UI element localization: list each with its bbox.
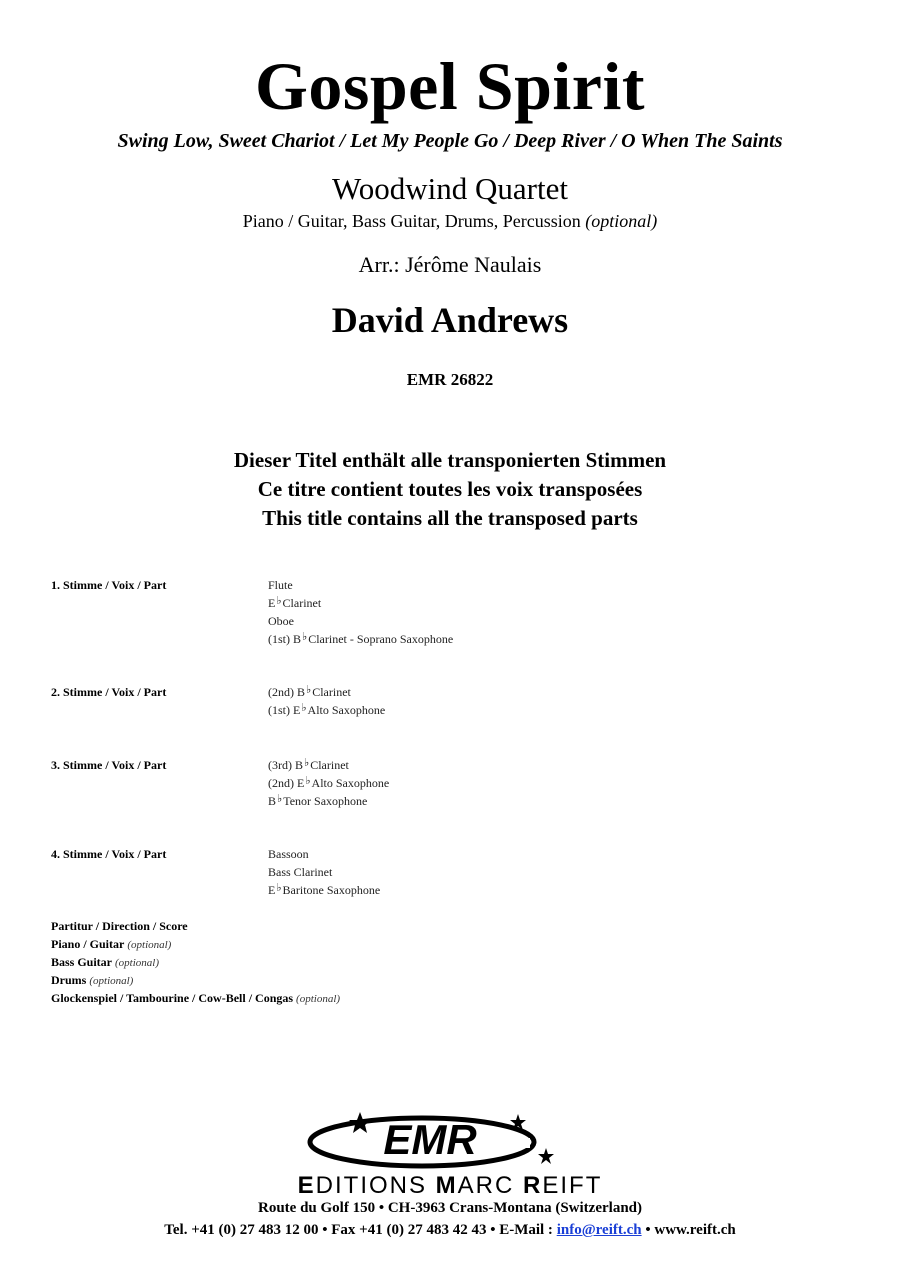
instrument-item	[268, 792, 389, 810]
publisher-contact	[0, 1220, 900, 1240]
part-instrument-list	[268, 683, 385, 719]
instrument-name: Alto Saxophone	[311, 776, 390, 790]
subtitle-medley-list: Swing Low, Sweet Chariot / Let My People Go / Deep River / O When The Saints	[117, 130, 783, 152]
arranger-credit: Arr.: Jérôme Naulais	[358, 252, 542, 277]
instrument-item	[268, 756, 389, 774]
instrument-item	[268, 774, 389, 792]
part-instrument-list	[268, 576, 453, 648]
additional-part-name: Piano / Guitar	[51, 937, 125, 951]
flat-symbol: ♭	[276, 882, 282, 894]
instrument-item	[268, 845, 380, 863]
ensemble-heading: Woodwind Quartet	[332, 171, 568, 206]
optional-note: (optional)	[89, 975, 134, 987]
instrument-item	[268, 612, 453, 630]
optional-note: (optional)	[296, 993, 341, 1005]
part-label: 3. Stimme / Voix / Part	[51, 758, 167, 772]
notice-english: This title contains all the transposed parts	[262, 506, 638, 530]
optional-note: (optional)	[127, 939, 172, 951]
additional-part-item	[51, 953, 340, 971]
instrument-prefix: (1st) E	[268, 703, 301, 717]
logo-letters: EMR	[383, 1116, 477, 1163]
instrument-name: Baritone Saxophone	[282, 883, 381, 897]
part-label: 2. Stimme / Voix / Part	[51, 685, 167, 699]
flat-symbol: ♭	[277, 793, 283, 805]
flat-symbol: ♭	[301, 702, 307, 714]
publisher-word: EIFT	[542, 1172, 603, 1199]
instrument-item	[268, 630, 453, 648]
flat-symbol: ♭	[305, 775, 311, 787]
publisher-initial: M	[435, 1172, 458, 1199]
page-title: Gospel Spirit	[255, 48, 645, 124]
instrument-prefix: (2nd) B	[268, 685, 305, 699]
instrument-name: Flute	[268, 578, 293, 592]
emr-logo	[300, 1108, 560, 1170]
part-instrument-list	[268, 845, 380, 899]
additional-part-name: Glockenspiel / Tambourine / Cow-Bell / Congas	[51, 991, 294, 1005]
publisher-address: Route du Golf 150 • CH-3963 Crans-Montana (Switzerland)	[258, 1200, 642, 1216]
publisher-initial: E	[297, 1172, 316, 1199]
instrument-prefix: (1st) B	[268, 632, 301, 646]
part-label: 4. Stimme / Voix / Part	[51, 847, 167, 861]
flat-symbol: ♭	[302, 631, 308, 643]
instrument-item	[268, 576, 453, 594]
instrument-item	[268, 701, 385, 719]
instrument-item	[268, 683, 385, 701]
notice-german: Dieser Titel enthält alle transponierten Stimmen	[233, 448, 667, 472]
instrument-item	[268, 594, 453, 612]
instrument-name: Alto Saxophone	[307, 703, 386, 717]
additional-part-item	[51, 989, 340, 1007]
instrument-name: Tenor Saxophone	[283, 794, 368, 808]
flat-symbol: ♭	[306, 684, 312, 696]
publisher-initial: R	[523, 1172, 543, 1199]
instrument-name: Bass Clarinet	[268, 865, 333, 879]
instrument-prefix: B	[268, 794, 277, 808]
email-link[interactable]: info@reift.ch	[556, 1222, 642, 1238]
website-text: • www.reift.ch	[641, 1222, 736, 1238]
instrument-item	[268, 863, 380, 881]
part-label: 1. Stimme / Voix / Part	[51, 578, 167, 592]
additional-parts-list	[51, 917, 340, 1007]
instrument-prefix: E	[268, 883, 276, 897]
instrument-prefix: (3rd) B	[268, 758, 303, 772]
instrumentation-optional: (optional)	[585, 211, 658, 231]
publisher-word: ARC	[457, 1172, 524, 1199]
instrumentation-line	[0, 209, 900, 233]
additional-part-name: Drums	[51, 973, 87, 987]
catalog-number: EMR 26822	[406, 370, 494, 389]
instrument-item	[268, 881, 380, 899]
star-icon	[349, 1112, 371, 1133]
publisher-word: DITIONS	[315, 1172, 436, 1199]
additional-part-item	[51, 935, 340, 953]
part-instrument-list	[268, 756, 389, 810]
instrumentation-main: Piano / Guitar, Bass Guitar, Drums, Percussion	[242, 211, 581, 231]
flat-symbol: ♭	[276, 595, 282, 607]
additional-part-item	[51, 971, 340, 989]
flat-symbol: ♭	[304, 757, 310, 769]
instrument-prefix: E	[268, 596, 276, 610]
additional-part-name: Bass Guitar	[51, 955, 113, 969]
instrument-name: Clarinet	[282, 596, 322, 610]
instrument-name: Clarinet	[312, 685, 351, 699]
contact-phone-fax: Tel. +41 (0) 27 483 12 00 • Fax +41 (0) 27 483 42 43 • E-Mail :	[164, 1222, 557, 1238]
instrument-name: Clarinet	[310, 758, 349, 772]
additional-part-name: Partitur / Direction / Score	[51, 919, 188, 933]
optional-note: (optional)	[115, 957, 160, 969]
additional-part-item	[51, 917, 340, 935]
publisher-name	[0, 1172, 900, 1200]
star-icon	[538, 1148, 554, 1164]
instrument-name: Oboe	[268, 614, 294, 628]
composer-name: David Andrews	[331, 300, 569, 340]
notice-french: Ce titre contient toutes les voix transposées	[257, 477, 643, 501]
instrument-prefix: (2nd) E	[268, 776, 305, 790]
instrument-name: Clarinet - Soprano Saxophone	[308, 632, 454, 646]
instrument-name: Bassoon	[268, 847, 309, 861]
